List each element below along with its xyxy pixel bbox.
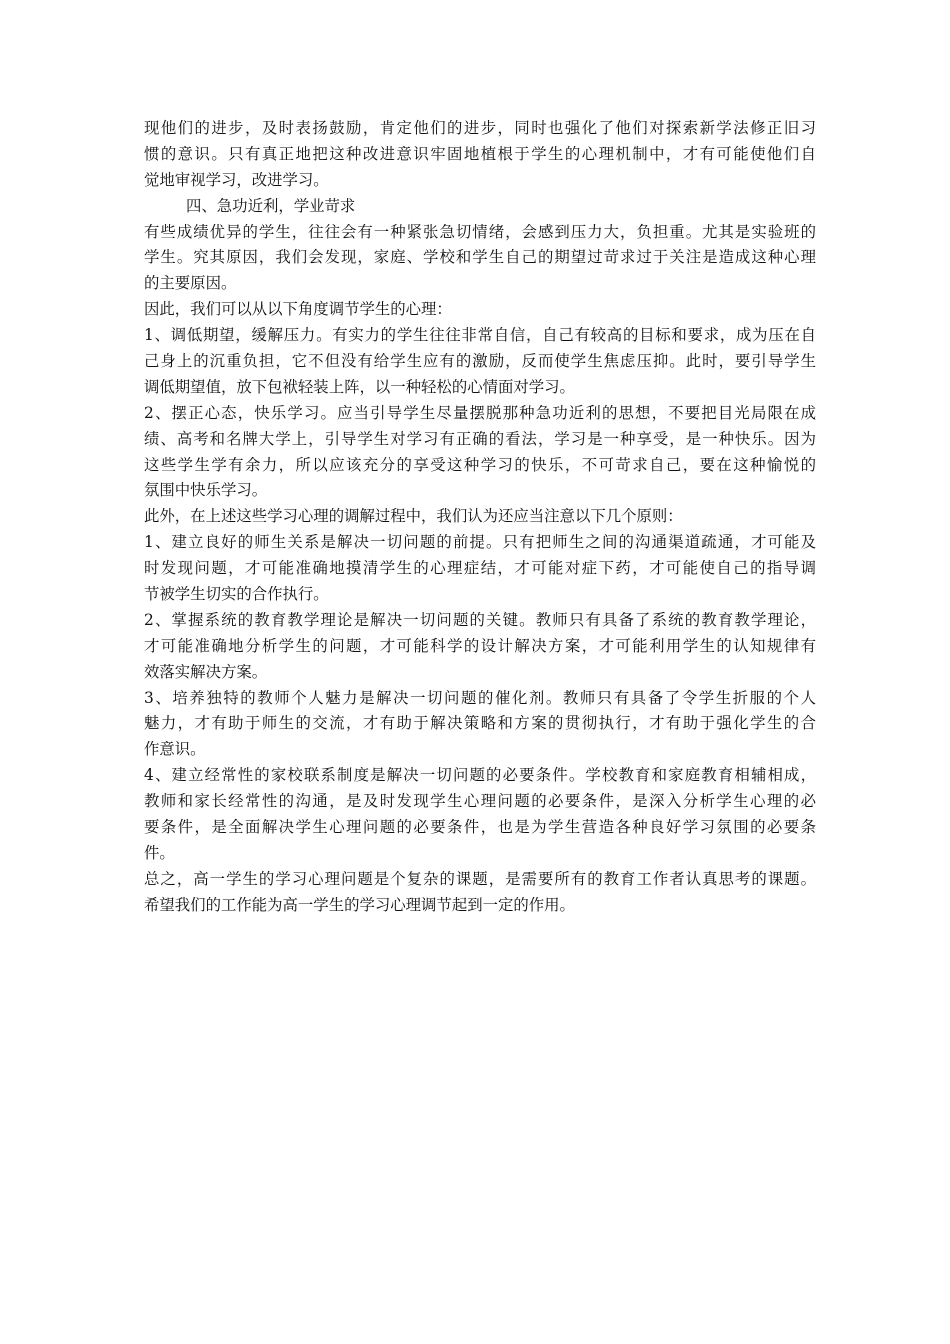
text-line: 件。 — [144, 843, 175, 862]
text-line: 此外，在上述这些学习心理的调解过程中，我们认为还应当注意以下几个原则： — [144, 507, 683, 526]
text-line: 这些学生学有余力，所以应该充分的享受这种学习的快乐，不可苛求自己，要在这种愉悦的 — [144, 455, 816, 474]
text-line: 节被学生切实的合作执行。 — [144, 585, 329, 604]
text-line: 学生。究其原因，我们会发现，家庭、学校和学生自己的期望过苛求过于关注是造成这种心理 — [144, 248, 816, 267]
text-line: 3、培养独特的教师个人魅力是解决一切问题的催化剂。教师只有具备了令学生折服的个人 — [144, 688, 816, 707]
text-line: 现他们的进步，及时表扬鼓励，肯定他们的进步，同时也强化了他们对探索新学法修正旧习 — [144, 119, 816, 137]
text-line: 魅力，才有助于师生的交流，才有助于解决策略和方案的贯彻执行，才有助于强化学生的合 — [144, 714, 816, 733]
text-line: 有些成绩优异的学生，往往会有一种紧张急切情绪，会感到压力大，负担重。尤其是实验班的 — [144, 222, 816, 241]
text-line: 2、摆正心态，快乐学习。应当引导学生尽量摆脱那种急功近利的思想，不要把目光局限在成 — [144, 403, 816, 422]
text-line: 效落实解决方案。 — [144, 662, 268, 681]
section-heading: 四、急功近利，学业苛求 — [186, 196, 356, 215]
text-line: 1、调低期望，缓解压力。有实力的学生往往非常自信，自己有较高的目标和要求，成为压在自 — [144, 326, 816, 345]
text-line: 要条件，是全面解决学生心理问题的必要条件，也是为学生营造各种良好学习氛围的必要条 — [144, 818, 816, 837]
text-line: 总之，高一学生的学习心理问题是个复杂的课题，是需要所有的教育工作者认真思考的课题。 — [144, 869, 816, 888]
text-line: 绩、高考和名牌大学上，引导学生对学习有正确的看法，学习是一种享受，是一种快乐。因为 — [144, 429, 816, 448]
text-line: 希望我们的工作能为高一学生的学习心理调节起到一定的作用。 — [144, 895, 575, 914]
text-line: 时发现问题，才可能准确地摸清学生的心理症结，才可能对症下药，才可能使自己的指导调 — [144, 559, 816, 578]
text-line: 1、建立良好的师生关系是解决一切问题的前提。只有把师生之间的沟通渠道疏通，才可能及 — [144, 533, 816, 552]
text-line: 2、掌握系统的教育教学理论是解决一切问题的关键。教师只有具备了系统的教育教学理论， — [144, 610, 816, 629]
document-body — [144, 116, 816, 919]
text-line: 觉地审视学习，改进学习。 — [144, 170, 329, 189]
text-line: 作意识。 — [144, 740, 206, 759]
text-line: 因此，我们可以从以下角度调节学生的心理： — [144, 300, 452, 319]
text-line: 4、建立经常性的家校联系制度是解决一切问题的必要条件。学校教育和家庭教育相辅相成， — [144, 766, 816, 785]
text-line: 才可能准确地分析学生的问题，才可能科学的设计解决方案，才可能利用学生的认知规律有 — [144, 636, 816, 655]
text-line: 教师和家长经常性的沟通，是及时发现学生心理问题的必要条件，是深入分析学生心理的必 — [144, 792, 816, 811]
text-line: 惯的意识。只有真正地把这种改进意识牢固地植根于学生的心理机制中，才有可能使他们自 — [144, 144, 816, 163]
text-line: 调低期望值，放下包袱轻装上阵，以一种轻松的心情面对学习。 — [144, 377, 575, 396]
text-line: 己身上的沉重负担，它不但没有给学生应有的激励，反而使学生焦虑压抑。此时，要引导学生 — [144, 352, 816, 371]
text-line: 氛围中快乐学习。 — [144, 481, 268, 500]
text-line: 的主要原因。 — [144, 274, 237, 293]
